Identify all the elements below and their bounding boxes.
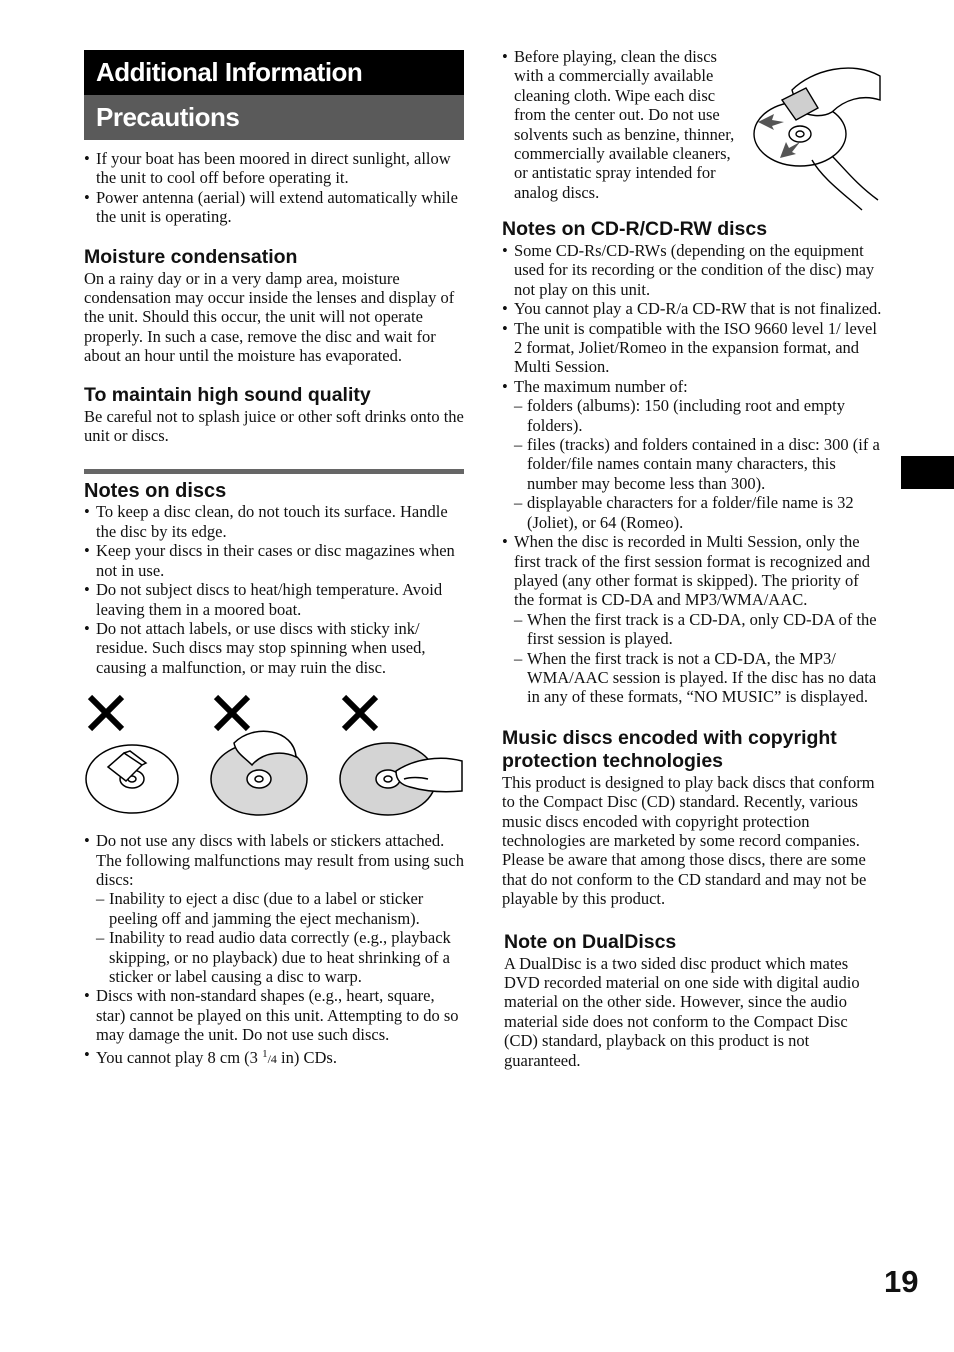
sticky-disc-icon [340,743,462,815]
labels-item: • Do not use any discs with labels or stickers attached. [96,831,445,851]
list-subitem: – folders (albums): 150 (including root and empty folders). [514,396,882,435]
size-fraction-denominator: /4 [267,1051,277,1066]
list-item: • Power antenna (aerial) will extend automatically while the unit is operating. [84,188,464,227]
list-subitem: – When the first track is not a CD-DA, the MP3/ WMA/AAC session is played. If the disc has no data in any of these formats, “NO MUSIC” is displayed. [514,649,882,707]
malfunction-sublist [96,889,464,986]
size-fraction-numerator: 1 [262,1047,268,1060]
precautions-list [84,149,464,227]
right-column [502,47,882,1070]
disc-with-label-icon [86,745,178,813]
list-item [84,1045,464,1069]
disc-cleaning-illustration [752,60,884,212]
list-item [84,831,464,986]
cdr-list [502,241,882,707]
section-divider [84,469,464,474]
dualdisc-text: A DualDisc is a two sided disc product which mates DVD recorded material on one side with digital audio material on the other side. However, since the audio material side does not conform to the Compact Disc (CD) standard, playback on this product is not guaranteed. [504,953,860,1070]
list-subitem: – Inability to eject a disc (due to a label or sticker peeling off and jamming the eject mechanism). [96,889,464,928]
dualdisc-heading: Note on DualDiscs [504,930,677,953]
disc-warning-illustrations [84,693,464,821]
label-warnings-list [84,831,464,1069]
list-item: • Do not attach labels, or use discs with sticky ink/ residue. Such discs may stop spinning when used, causing a malfunction, or may ruin the disc. [84,619,464,677]
moisture-heading: Moisture condensation [84,245,298,268]
list-item: • Do not subject discs to heat/high temperature. Avoid leaving them in a moored boat. [84,580,464,619]
copyright-text: This product is designed to play back discs that conform to the Compact Disc (CD) standard. Recently, various music discs encoded with copyright protection technologies are marketed by some record companies. Please be aware that among those discs, there are some that do not conform to the CD standard and may not be playable by this product. [502,772,875,909]
list-item: • Keep your discs in their cases or disc magazines when not in use. [84,541,464,580]
subsection-title: Precautions [84,95,464,140]
multi-session-item: • When the disc is recorded in Multi Session, only the first track of the first session format is recognized and played (any other format is skipped). The priority of the format is CD-DA and MP3/WMA/AAC. [514,532,871,610]
list-item [502,377,882,532]
cleaning-block [502,47,882,210]
multi-session-sublist [514,610,882,707]
size-note-suffix: in) CDs. [276,1047,337,1067]
list-item: • Some CD-Rs/CD-RWs (depending on the equipment used for its recording or the condition of the disc) may not play on this unit. [502,241,882,299]
sound-quality-text: Be careful not to splash juice or other soft drinks onto the unit or discs. [84,406,464,446]
section-title: Additional Information [84,50,464,95]
list-subitem: – displayable characters for a folder/file name is 32 (Joliet), or 64 (Romeo). [514,493,882,532]
copyright-heading: Music discs encoded with copyright protection technologies [502,726,837,772]
left-column [84,50,464,1069]
list-subitem: – files (tracks) and folders contained in a disc: 300 (if a folder/file names contain many characters, this number may become less than 300). [514,435,882,493]
list-item: • Before playing, clean the discs with a commercially available cleaning cloth. Wipe each disc from the center out. Do not use solvents such as benzine, thinner, commercially available cleaners, or antistatic spray intended for analog discs. [502,47,747,202]
list-item [502,532,882,707]
max-label: • The maximum number of: [514,376,688,396]
list-item: • The unit is compatible with the ISO 9660 level 1/ level 2 format, Joliet/Romeo in the expansion format, and Multi Session. [502,319,882,377]
disc-notes-list [84,502,464,677]
sound-quality-heading: To maintain high sound quality [84,383,371,406]
list-item: • You cannot play a CD-R/a CD-RW that is not finalized. [502,299,882,318]
labels-followup: The following malfunctions may result from using such discs: [96,850,464,889]
size-note-prefix: You cannot play 8 cm (3 [96,1047,263,1067]
cleaning-list [502,47,747,202]
list-subitem: – Inability to read audio data correctly (e.g., playback skipping, or no playback) due to heat shrinking of a sticker or label causing a disc to warp. [96,928,464,986]
list-item: • If your boat has been moored in direct sunlight, allow the unit to cool off before operating it. [84,149,464,188]
list-item: • Discs with non-standard shapes (e.g., heart, square, star) cannot be played on this unit. Attempting to do so may damage the unit. Do not use such discs. [84,986,464,1044]
chapter-tab [901,456,954,489]
cdr-heading: Notes on CD-R/CD-RW discs [502,218,768,240]
page-number: 19 [884,1264,919,1299]
warped-disc-icon [211,731,307,815]
list-subitem: – When the first track is a CD-DA, only CD-DA of the first session is played. [514,610,882,649]
cross-mark-icon [90,697,376,729]
notes-on-discs-heading: Notes on discs [84,480,227,503]
moisture-text: On a rainy day or in a very damp area, moisture condensation may occur inside the lenses and display of the unit. Should this occur, the unit will not operate properly. In such a case, remove the disc and wait for about an hour until the moisture has evaporated. [84,268,455,366]
max-sublist [514,396,882,532]
list-item: • To keep a disc clean, do not touch its surface. Handle the disc by its edge. [84,502,464,541]
